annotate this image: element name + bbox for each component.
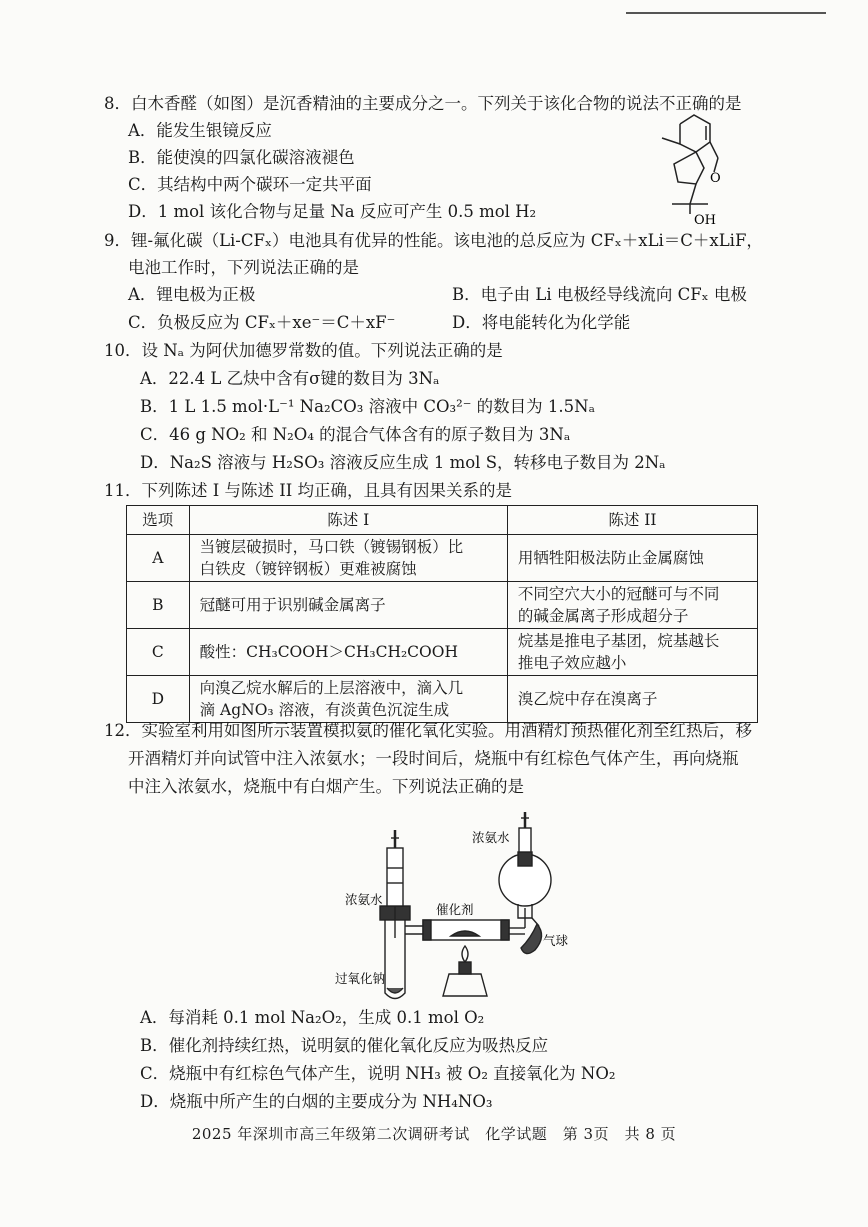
statement-1-line: 酸性：CH₃COOH＞CH₃CH₂COOH (199, 643, 458, 661)
statement-1-line: 滴 AgNO₃ 溶液，有淡黄色沉淀生成 (199, 701, 450, 719)
hydroxyl-label: OH (694, 213, 716, 227)
question-12-option-a: A．每消耗 0.1 mol Na₂O₂，生成 0.1 mol O₂ (140, 1008, 485, 1027)
question-9-option-a: A．锂电极为正极 (128, 285, 256, 304)
question-12-option-b: B．催化剂持续红热，说明氨的催化氧化反应为吸热反应 (140, 1036, 549, 1055)
label-sodium-peroxide: 过氧化钠 (335, 971, 386, 986)
row-option: C (127, 629, 190, 676)
ammonia-oxidation-apparatus (325, 808, 585, 1008)
question-12-option-c: C．烧瓶中有红棕色气体产生，说明 NH₃ 被 O₂ 直接氧化为 NO₂ (140, 1064, 616, 1083)
question-12-stem-line2: 开酒精灯并向试管中注入浓氨水；一段时间后，烧瓶中有红棕色气体产生，再向烧瓶 (128, 749, 739, 768)
statement-1-line: 白铁皮（镀锌钢板）更难被腐蚀 (199, 560, 417, 578)
question-11-stem: 11．下列陈述 I 与陈述 II 均正确，且具有因果关系的是 (104, 481, 513, 500)
statement-2-line: 用牺牲阳极法防止金属腐蚀 (517, 549, 704, 567)
statement-1-line: 当镀层破损时，马口铁（镀锡钢板）比 (199, 538, 464, 556)
question-9-stem-line2: 电池工作时，下列说法正确的是 (128, 258, 359, 277)
header-statement-1: 陈述 I (189, 506, 507, 535)
label-ammonia-right: 浓氨水 (472, 830, 510, 845)
question-12-stem-line3: 中注入浓氨水，烧瓶中有白烟产生。下列说法正确的是 (128, 777, 524, 796)
question-8-option-c: C．其结构中两个碳环一定共平面 (128, 175, 372, 194)
question-10-stem: 10．设 Nₐ 为阿伏加德罗常数的值。下列说法正确的是 (104, 341, 503, 360)
label-ammonia-left: 浓氨水 (345, 892, 383, 907)
statement-1-line: 冠醚可用于识别碱金属离子 (199, 596, 386, 614)
table-row (127, 582, 758, 629)
question-11-table (126, 505, 758, 723)
question-8-option-a: A．能发生银镜反应 (128, 121, 272, 140)
question-9-option-c: C．负极反应为 CFₓ＋xe⁻＝C＋xF⁻ (128, 313, 396, 332)
statement-2-line: 溴乙烷中存在溴离子 (517, 690, 658, 708)
question-9-stem-line1: 9．锂-氟化碳（Li-CFₓ）电池具有优异的性能。该电池的总反应为 CFₓ＋xLi＝C＋xLiF， (104, 231, 763, 250)
question-10-option-d: D．Na₂S 溶液与 H₂SO₃ 溶液反应生成 1 mol S，转移电子数目为 2Nₐ (140, 453, 666, 472)
question-10-option-a: A．22.4 L 乙炔中含有σ键的数目为 3Nₐ (140, 369, 440, 388)
statement-2-line: 的碱金属离子形成超分子 (517, 607, 689, 625)
statement-2-line: 不同空穴大小的冠醚可与不同 (517, 585, 720, 603)
table-row (127, 676, 758, 723)
top-rule (626, 12, 826, 14)
row-option: D (127, 676, 190, 723)
question-12-stem-line1: 12．实验室利用如图所示装置模拟氨的催化氧化实验。用酒精灯预热催化剂至红热后，移 (104, 721, 752, 740)
statement-2-line: 推电子效应越小 (517, 654, 627, 672)
page-footer: 2025 年深圳市高三年级第二次调研考试 化学试题 第 3页 共 8 页 (191, 1125, 677, 1143)
question-9-option-b: B．电子由 Li 电极经导线流向 CFₓ 电极 (452, 285, 747, 304)
statement-1-line: 向溴乙烷水解后的上层溶液中，滴入几 (199, 679, 464, 697)
table-header-row (127, 506, 758, 535)
label-catalyst: 催化剂 (436, 902, 474, 917)
header-option: 选项 (127, 506, 190, 535)
label-balloon: 气球 (543, 933, 569, 948)
question-12-option-d: D．烧瓶中所产生的白烟的主要成分为 NH₄NO₃ (140, 1092, 493, 1111)
question-10-option-b: B．1 L 1.5 mol·L⁻¹ Na₂CO₃ 溶液中 CO₃²⁻ 的数目为 1.5Nₐ (140, 397, 595, 416)
question-9-option-d: D．将电能转化为化学能 (452, 313, 631, 332)
row-option: A (127, 535, 190, 582)
aldehyde-o-label: O (710, 171, 721, 186)
question-10-option-c: C．46 g NO₂ 和 N₂O₄ 的混合气体含有的原子数目为 3Nₐ (140, 425, 571, 444)
agarwood-aldehyde-structure (640, 112, 750, 227)
header-statement-2: 陈述 II (507, 506, 757, 535)
table-row (127, 629, 758, 676)
question-8-option-b: B．能使溴的四氯化碳溶液褪色 (128, 148, 355, 167)
row-option: B (127, 582, 190, 629)
question-8-option-d: D．1 mol 该化合物与足量 Na 反应可产生 0.5 mol H₂ (128, 202, 537, 221)
table-row (127, 535, 758, 582)
statement-2-line: 烷基是推电子基团，烷基越长 (517, 632, 720, 650)
question-8-stem: 8．白木香醛（如图）是沉香精油的主要成分之一。下列关于该化合物的说法不正确的是 (104, 94, 742, 113)
